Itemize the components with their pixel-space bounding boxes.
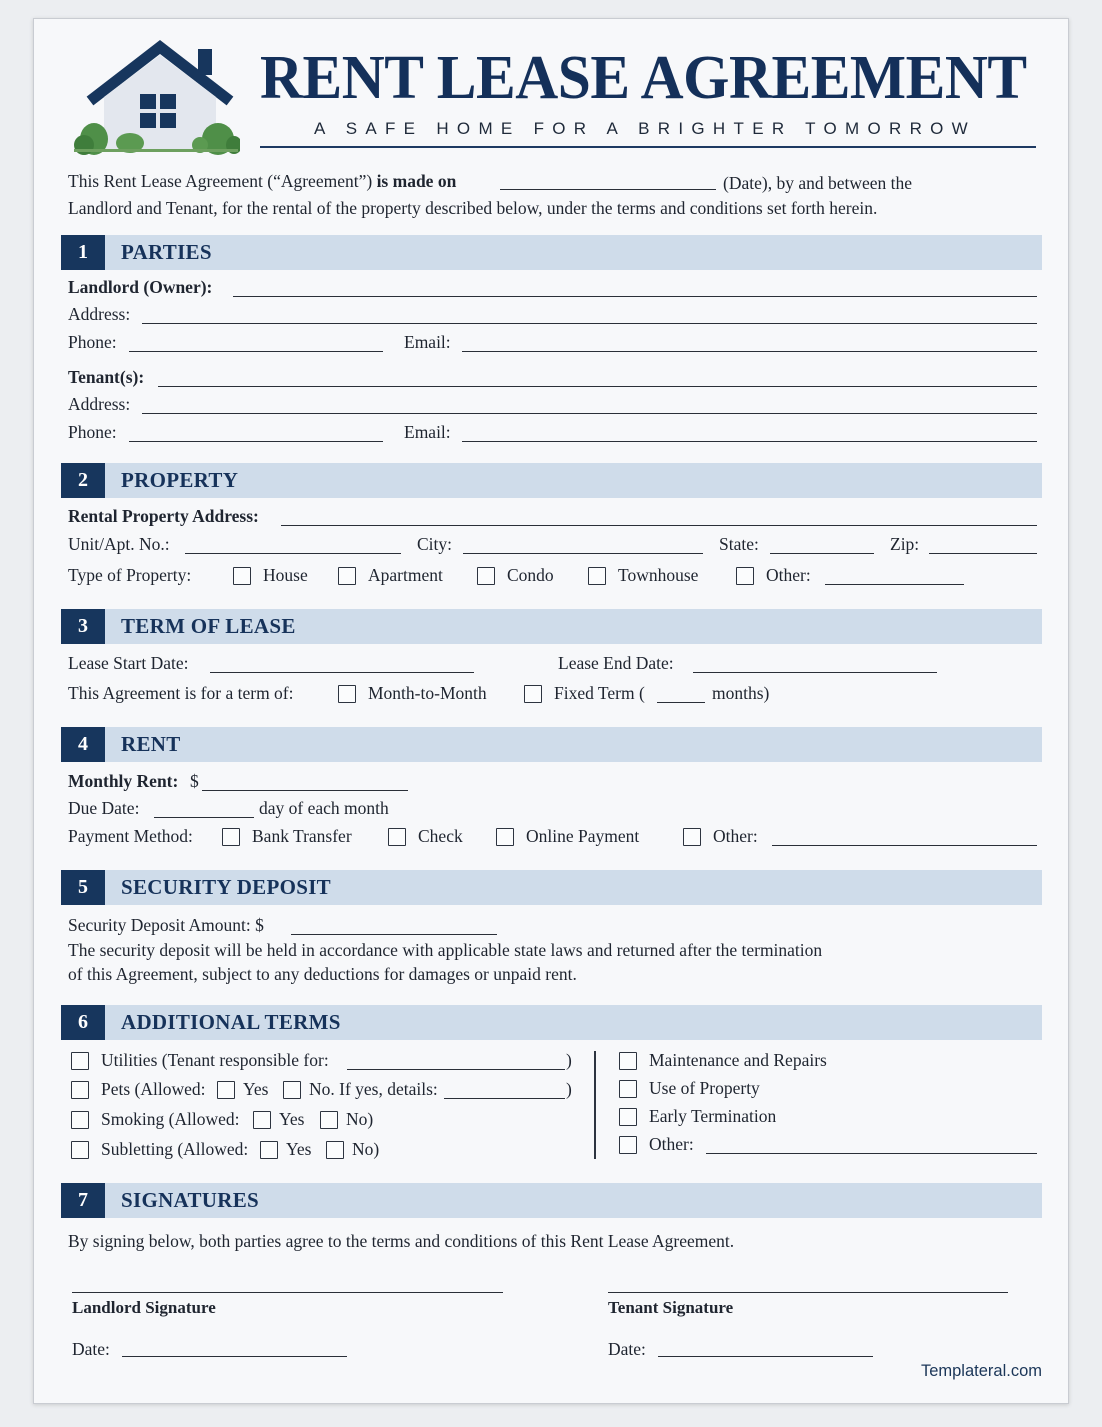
other-property-checkbox[interactable] bbox=[736, 567, 754, 585]
condo-option: Condo bbox=[507, 565, 554, 585]
landlord-date-field[interactable] bbox=[122, 1356, 347, 1357]
subletting-label: Subletting (Allowed: bbox=[101, 1139, 249, 1159]
landlord-address-label: Address: bbox=[68, 304, 131, 324]
tenant-date-label: Date: bbox=[608, 1339, 646, 1359]
pets-no-option: No. If yes, details: bbox=[309, 1079, 438, 1099]
month-to-month-checkbox[interactable] bbox=[338, 685, 356, 703]
other-payment-checkbox[interactable] bbox=[683, 828, 701, 846]
intro-line-2: Landlord and Tenant, for the rental of the property described below, under the terms and conditions set forth herein. bbox=[68, 198, 878, 218]
other-terms-field[interactable] bbox=[706, 1153, 1037, 1154]
smoking-checkbox[interactable] bbox=[71, 1111, 89, 1129]
deposit-text-1: The security deposit will be held in accordance with applicable state laws and returned after the termination bbox=[68, 940, 823, 960]
subletting-yes-checkbox[interactable] bbox=[260, 1141, 278, 1159]
tenant-email-field[interactable] bbox=[462, 441, 1037, 442]
section-number: 7 bbox=[61, 1183, 105, 1218]
document-title: RENT LEASE AGREEMENT bbox=[260, 44, 1027, 112]
condo-checkbox[interactable] bbox=[477, 567, 495, 585]
section-number: 3 bbox=[61, 609, 105, 644]
utilities-label: Utilities (Tenant responsible for: bbox=[101, 1050, 329, 1070]
apartment-checkbox[interactable] bbox=[338, 567, 356, 585]
tenant-signature-label: Tenant Signature bbox=[608, 1298, 734, 1317]
city-field[interactable] bbox=[463, 553, 703, 554]
online-payment-option: Online Payment bbox=[526, 826, 640, 846]
townhouse-option: Townhouse bbox=[618, 565, 699, 585]
lease-start-label: Lease Start Date: bbox=[68, 653, 189, 673]
tenant-address-label: Address: bbox=[68, 394, 131, 414]
intro-line-1 bbox=[68, 171, 456, 192]
section-property-header bbox=[61, 463, 1042, 498]
check-checkbox[interactable] bbox=[388, 828, 406, 846]
check-option: Check bbox=[418, 826, 463, 846]
other-property-field[interactable] bbox=[825, 584, 964, 585]
utilities-close: ) bbox=[566, 1050, 572, 1070]
section-term-header bbox=[61, 609, 1042, 644]
due-date-label: Due Date: bbox=[68, 798, 140, 818]
signature-statement: By signing below, both parties agree to the terms and conditions of this Rent Lease Agreement. bbox=[68, 1231, 735, 1251]
monthly-rent-label: Monthly Rent: bbox=[68, 771, 179, 791]
pets-yes-checkbox[interactable] bbox=[217, 1081, 235, 1099]
townhouse-checkbox[interactable] bbox=[588, 567, 606, 585]
intro-made-on: is made on bbox=[376, 171, 457, 191]
section-number: 1 bbox=[61, 235, 105, 270]
apartment-option: Apartment bbox=[368, 565, 443, 585]
bank-transfer-checkbox[interactable] bbox=[222, 828, 240, 846]
fixed-term-option: Fixed Term ( bbox=[554, 683, 645, 703]
pets-checkbox[interactable] bbox=[71, 1081, 89, 1099]
online-payment-checkbox[interactable] bbox=[496, 828, 514, 846]
rental-address-label: Rental Property Address: bbox=[68, 506, 259, 526]
smoking-no-checkbox[interactable] bbox=[320, 1111, 338, 1129]
landlord-phone-label: Phone: bbox=[68, 332, 117, 352]
other-terms-checkbox[interactable] bbox=[619, 1136, 637, 1154]
bank-transfer-option: Bank Transfer bbox=[252, 826, 352, 846]
utilities-checkbox[interactable] bbox=[71, 1052, 89, 1070]
deposit-amount-field[interactable] bbox=[291, 934, 497, 935]
other-terms-option: Other: bbox=[649, 1134, 694, 1154]
section-number: 6 bbox=[61, 1005, 105, 1040]
monthly-rent-dollar: $ bbox=[190, 771, 199, 791]
tenant-phone-field[interactable] bbox=[129, 441, 383, 442]
use-of-property-option: Use of Property bbox=[649, 1078, 760, 1098]
section-title: RENT bbox=[121, 732, 181, 756]
terms-divider bbox=[594, 1051, 596, 1159]
landlord-label: Landlord (Owner): bbox=[68, 277, 213, 297]
section-deposit-header bbox=[61, 870, 1042, 905]
house-icon bbox=[70, 39, 240, 155]
landlord-signature-field[interactable] bbox=[72, 1292, 503, 1293]
zip-label: Zip: bbox=[890, 534, 920, 554]
deposit-amount-label: Security Deposit Amount: $ bbox=[68, 915, 264, 935]
house-checkbox[interactable] bbox=[233, 567, 251, 585]
day-of-month-text: day of each month bbox=[259, 798, 389, 818]
fixed-term-months-field[interactable] bbox=[657, 702, 705, 703]
landlord-email-field[interactable] bbox=[462, 351, 1037, 352]
section-parties-header bbox=[61, 235, 1042, 270]
smoking-no-option: No) bbox=[346, 1109, 374, 1129]
lease-end-label: Lease End Date: bbox=[558, 653, 674, 673]
section-title: SIGNATURES bbox=[121, 1188, 259, 1212]
landlord-signature-label: Landlord Signature bbox=[72, 1298, 216, 1317]
other-property-option: Other: bbox=[766, 565, 811, 585]
state-field[interactable] bbox=[770, 553, 874, 554]
term-label: This Agreement is for a term of: bbox=[68, 683, 294, 703]
document-subtitle: A SAFE HOME FOR A BRIGHTER TOMORROW bbox=[314, 119, 977, 138]
title-rule bbox=[260, 146, 1036, 148]
zip-field[interactable] bbox=[929, 553, 1037, 554]
tenant-field[interactable] bbox=[158, 386, 1037, 387]
maintenance-option: Maintenance and Repairs bbox=[649, 1050, 827, 1070]
section-additional-header bbox=[61, 1005, 1042, 1040]
early-termination-option: Early Termination bbox=[649, 1106, 777, 1126]
section-title: SECURITY DEPOSIT bbox=[121, 875, 331, 899]
tenant-date-field[interactable] bbox=[658, 1356, 873, 1357]
unit-label: Unit/Apt. No.: bbox=[68, 534, 170, 554]
fixed-term-checkbox[interactable] bbox=[524, 685, 542, 703]
tenant-address-field[interactable] bbox=[142, 413, 1037, 414]
monthly-rent-field[interactable] bbox=[202, 790, 408, 791]
pets-no-checkbox[interactable] bbox=[283, 1081, 301, 1099]
intro-text-1: This Rent Lease Agreement (“Agreement”) bbox=[68, 171, 373, 191]
due-date-field[interactable] bbox=[154, 817, 254, 818]
maintenance-checkbox[interactable] bbox=[619, 1052, 637, 1070]
subletting-no-option: No) bbox=[352, 1139, 380, 1159]
unit-field[interactable] bbox=[185, 553, 401, 554]
months-label: months) bbox=[712, 683, 770, 703]
landlord-field[interactable] bbox=[233, 296, 1037, 297]
tenant-email-label: Email: bbox=[404, 422, 451, 442]
pets-label: Pets (Allowed: bbox=[101, 1079, 206, 1099]
section-title: PROPERTY bbox=[121, 468, 239, 492]
early-termination-checkbox[interactable] bbox=[619, 1108, 637, 1126]
section-number: 4 bbox=[61, 727, 105, 762]
lease-start-field[interactable] bbox=[210, 672, 474, 673]
subletting-yes-option: Yes bbox=[286, 1139, 312, 1159]
section-title: TERM OF LEASE bbox=[121, 614, 296, 638]
deposit-text-2: of this Agreement, subject to any deductions for damages or unpaid rent. bbox=[68, 964, 577, 984]
smoking-yes-option: Yes bbox=[279, 1109, 305, 1129]
agreement-date-field[interactable] bbox=[500, 189, 716, 190]
section-rent-header bbox=[61, 727, 1042, 762]
section-number: 5 bbox=[61, 870, 105, 905]
section-signatures-header bbox=[61, 1183, 1042, 1218]
use-of-property-checkbox[interactable] bbox=[619, 1080, 637, 1098]
section-title: PARTIES bbox=[121, 240, 212, 264]
landlord-phone-field[interactable] bbox=[129, 351, 383, 352]
landlord-email-label: Email: bbox=[404, 332, 451, 352]
other-payment-field[interactable] bbox=[772, 845, 1037, 846]
pets-details-field[interactable] bbox=[444, 1098, 565, 1099]
landlord-date-label: Date: bbox=[72, 1339, 110, 1359]
property-type-label: Type of Property: bbox=[68, 565, 192, 585]
payment-method-label: Payment Method: bbox=[68, 826, 193, 846]
rental-address-field[interactable] bbox=[281, 525, 1037, 526]
house-option: House bbox=[263, 565, 308, 585]
city-label: City: bbox=[417, 534, 453, 554]
state-label: State: bbox=[719, 534, 759, 554]
smoking-label: Smoking (Allowed: bbox=[101, 1109, 240, 1129]
utilities-field[interactable] bbox=[347, 1069, 565, 1070]
pets-close: ) bbox=[566, 1079, 572, 1099]
smoking-yes-checkbox[interactable] bbox=[253, 1111, 271, 1129]
footer-brand: Templateral.com bbox=[920, 1362, 1042, 1380]
subletting-checkbox[interactable] bbox=[71, 1141, 89, 1159]
intro-date-text: (Date), by and between the bbox=[723, 173, 913, 193]
tenant-phone-label: Phone: bbox=[68, 422, 117, 442]
lease-document bbox=[33, 18, 1069, 1404]
tenant-signature-field[interactable] bbox=[608, 1292, 1008, 1293]
section-number: 2 bbox=[61, 463, 105, 498]
subletting-no-checkbox[interactable] bbox=[326, 1141, 344, 1159]
month-to-month-option: Month-to-Month bbox=[368, 683, 487, 703]
lease-end-field[interactable] bbox=[693, 672, 937, 673]
section-title: ADDITIONAL TERMS bbox=[121, 1010, 341, 1034]
pets-yes-option: Yes bbox=[243, 1079, 269, 1099]
landlord-address-field[interactable] bbox=[142, 323, 1037, 324]
other-payment-option: Other: bbox=[713, 826, 758, 846]
tenant-label: Tenant(s): bbox=[68, 367, 145, 387]
